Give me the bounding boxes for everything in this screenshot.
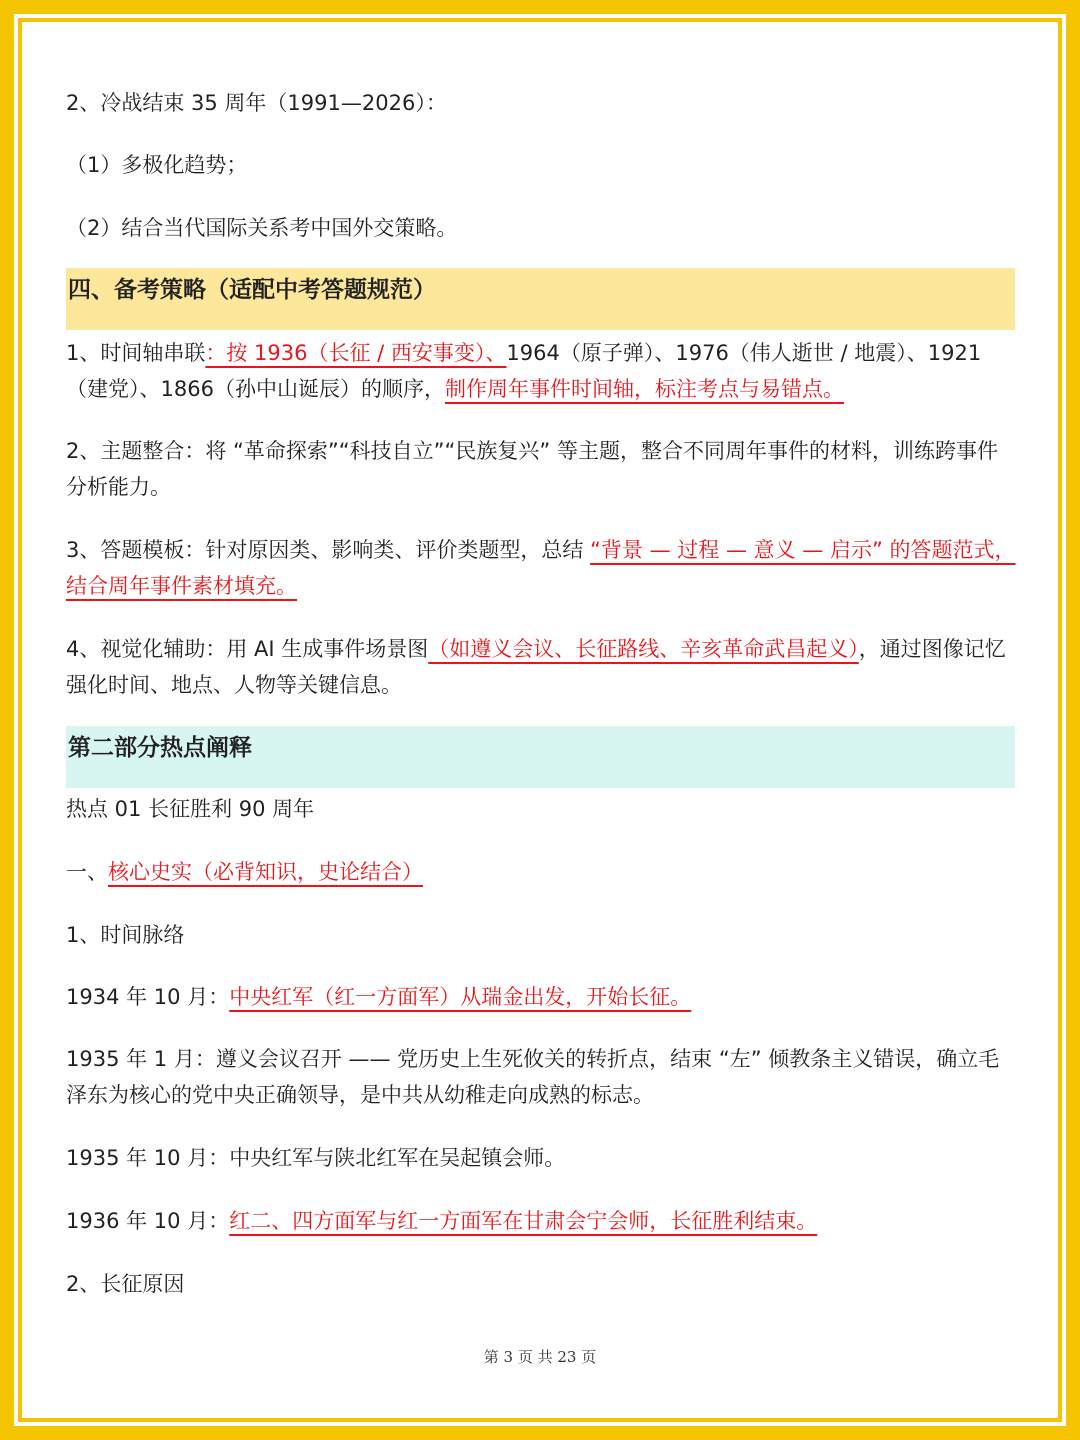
strategy-item-1-label: 1、时间轴串联 [66, 341, 206, 365]
timeline-1936-date: 1936 年 10 月： [66, 1209, 230, 1233]
strategy-item-1-text: 1964（原子弹）、1976（伟人逝世 / 地震）、1921（建党）、1866（孙中山诞辰）的顺序， [66, 341, 982, 401]
strategy-item-3-text: 3、答题模板：针对原因类、影响类、评价类题型，总结 [66, 538, 591, 562]
strategy-item-4-text: ，通过图像记忆强化时间、地点、人物等关键信息。 [66, 637, 1006, 697]
part-2-heading: 第二部分热点阐释 [66, 726, 1015, 788]
strategy-item-4-label: 4、视觉化辅助：用 AI 生成事件场景图 [66, 637, 429, 661]
strategy-item-2: 2、主题整合：将 “革命探索”“科技自立”“民族复兴” 等主题，整合不同周年事件的材料，训练跨事件分析能力。 [66, 439, 998, 499]
timeline-1934-date: 1934 年 10 月： [66, 985, 230, 1009]
timeline-1935-oct: 1935 年 10 月：中央红军与陕北红军在吴起镇会师。 [66, 1146, 566, 1170]
timeline-1935-jan: 1935 年 1 月：遵义会议召开 —— 党历史上生死攸关的转折点，结束 “左” 倾教条主义错误，确立毛泽东为核心的党中央正确领导，是中共从幼稚走向成熟的标志。 [66, 1047, 1000, 1107]
diplomacy-line: （2）结合当代国际关系考中国外交策略。 [66, 216, 458, 240]
strategy-item-4 [66, 631, 1016, 703]
strategy-item-1-highlight-b: 制作周年事件时间轴，标注考点与易错点。 [444, 377, 844, 401]
timeline-1934 [66, 979, 1016, 1015]
section-4-heading: 四、备考策略（适配中考答题规范） [66, 268, 1015, 330]
timeline-1936 [66, 1203, 1016, 1239]
hotspot-title: 热点 01 长征胜利 90 周年 [66, 797, 315, 821]
core-facts-title: 核心史实（必背知识，史论结合） [108, 860, 423, 884]
timeline-label: 1、时间脉络 [66, 923, 185, 947]
core-facts-prefix: 一、 [66, 860, 108, 884]
reason-label: 2、长征原因 [66, 1272, 185, 1296]
strategy-item-4-highlight: （如遵义会议、长征路线、辛亥革命武昌起义） [428, 637, 859, 661]
page-number: 第 3 页 共 23 页 [483, 1348, 597, 1366]
multipolar-line: （1）多极化趋势； [66, 153, 248, 177]
core-facts-heading [66, 854, 1016, 890]
timeline-1934-text: 中央红军（红一方面军）从瑞金出发，开始长征。 [229, 985, 692, 1009]
strategy-item-3 [66, 532, 1016, 604]
strategy-item-1 [66, 335, 1016, 407]
cold-war-line: 2、冷战结束 35 周年（1991—2026）： [66, 91, 447, 115]
timeline-1936-text: 红二、四方面军与红一方面军在甘肃会宁会师，长征胜利结束。 [229, 1209, 818, 1233]
strategy-item-1-highlight-a: ：按 1936（长征 / 西安事变）、 [205, 341, 507, 365]
strategy-item-3-highlight: “背景 — 过程 — 意义 — 启示” 的答题范式，结合周年事件素材填充。 [66, 538, 1016, 598]
